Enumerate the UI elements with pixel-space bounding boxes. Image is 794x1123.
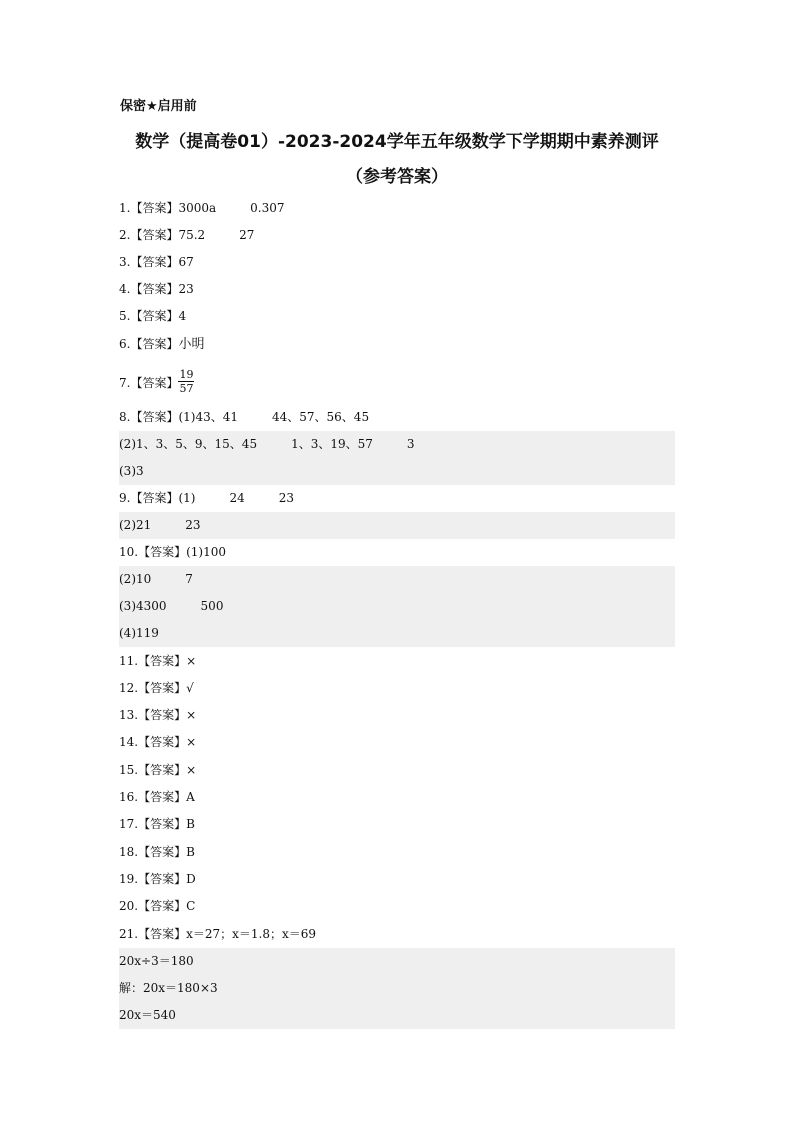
answer-line-20: 20.【答案】C — [119, 899, 196, 913]
answer-line-15: 15.【答案】× — [119, 763, 197, 777]
answer-line-2: 2.【答案】75.2 27 — [119, 228, 255, 242]
answer-line-12: 12.【答案】√ — [119, 681, 194, 695]
answer-line-3: 3.【答案】67 — [119, 255, 194, 269]
answer-line-8-sub2: (2)1、3、5、9、15、45 1、3、19、57 3 — [119, 431, 675, 458]
answer-line-14: 14.【答案】× — [119, 735, 197, 749]
answer-line-18: 18.【答案】B — [119, 845, 195, 859]
answer-line-10: 10.【答案】(1)100 — [119, 545, 226, 559]
answer-line-4: 4.【答案】23 — [119, 282, 194, 296]
answer-line-7: 7.【答案】 $\frac{19}{57}$ — [119, 368, 194, 395]
answer-line-5: 5.【答案】4 — [119, 309, 187, 323]
answer-line-19: 19.【答案】D — [119, 872, 196, 886]
answer-line-8-sub3: (3)3 — [119, 458, 675, 485]
answer-line-13: 13.【答案】× — [119, 708, 197, 722]
answer-line-8: 8.【答案】(1)43、41 44、57、56、45 — [119, 410, 370, 424]
answer-line-11: 11.【答案】× — [119, 654, 197, 668]
answer-line-21-sub3: 20x＝540 — [119, 1002, 675, 1029]
answer-line-1: 1.【答案】3000a 0.307 — [119, 201, 285, 215]
answer-line-21: 21.【答案】x＝27；x＝1.8；x＝69 — [119, 927, 317, 941]
page-title: 数学（提高卷01）-2023-2024学年五年级数学下学期期中素养测评 — [135, 132, 659, 152]
fraction: $\frac{19}{57}$ — [179, 368, 194, 395]
answer-line-10-sub3: (3)4300 500 — [119, 593, 675, 620]
answer-line-21-sub1: 20x÷3＝180 — [119, 948, 675, 975]
answer-line-21-sub2: 解：20x＝180×3 — [119, 975, 675, 1002]
confidential-label: 保密★启用前 — [120, 99, 197, 114]
answer-line-16: 16.【答案】A — [119, 790, 195, 804]
answer-line-10-sub4: (4)119 — [119, 620, 675, 647]
page-subtitle: （参考答案） — [346, 167, 448, 187]
answer-line-10-sub2: (2)10 7 — [119, 566, 675, 593]
answer-line-17: 17.【答案】B — [119, 817, 195, 831]
answer-line-9: 9.【答案】(1) 24 23 — [119, 491, 295, 505]
answer-line-6: 6.【答案】小明 — [119, 337, 205, 352]
answer-line-9-sub2: (2)21 23 — [119, 512, 675, 539]
